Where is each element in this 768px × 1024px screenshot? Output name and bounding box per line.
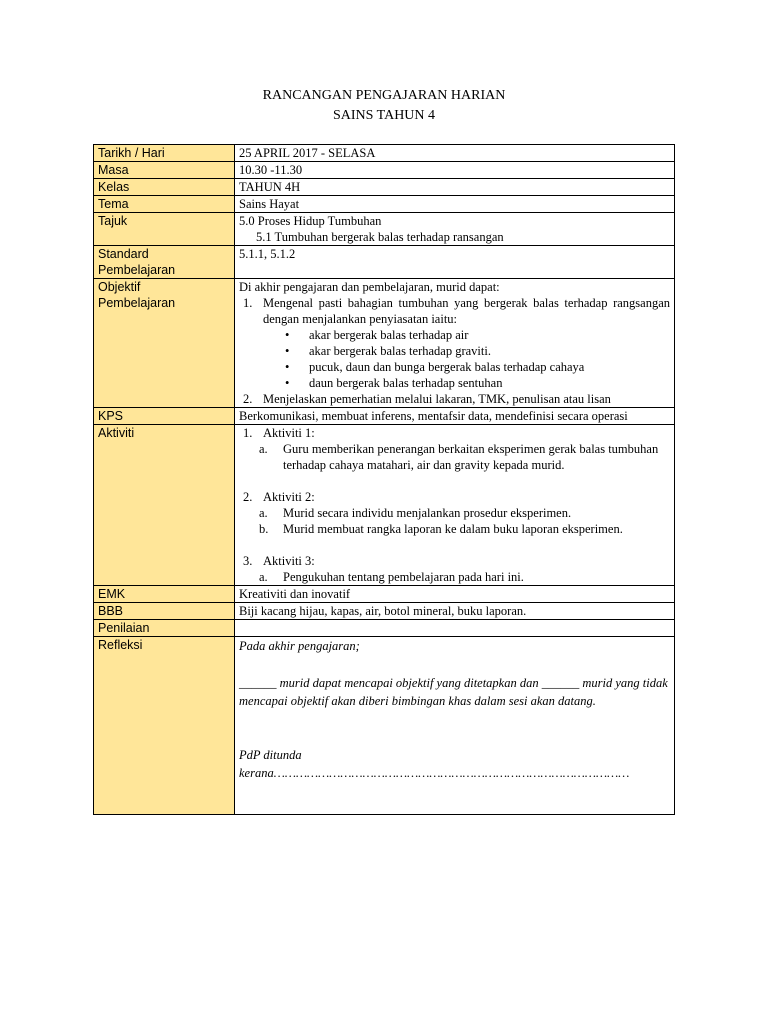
table-row — [94, 620, 675, 637]
row-label-tajuk: Tajuk — [94, 213, 235, 246]
list-text: Aktiviti 2: — [263, 490, 315, 504]
row-value-tajuk — [235, 213, 675, 246]
list-number: 2. — [243, 490, 253, 504]
objektif-list — [239, 295, 670, 407]
objektif-label-line1: Objektif — [98, 280, 141, 294]
refleksi-reason: kerana…………………………………………………………………………………… — [239, 766, 630, 780]
aktiviti-group-title — [239, 553, 670, 569]
row-label-standard — [94, 246, 235, 279]
list-text: Menjelaskan pemerhatian melalui lakaran, TMK, penulisan atau lisan — [263, 392, 611, 406]
table-row — [94, 179, 675, 196]
list-text: Murid membuat rangka laporan ke dalam buku laporan eksperimen. — [283, 522, 623, 536]
list-letter: a. — [259, 506, 268, 520]
aktiviti-group-title — [239, 489, 670, 505]
row-label-emk: EMK — [94, 586, 235, 603]
bullet-icon: • — [285, 328, 290, 342]
list-letter: a. — [259, 570, 268, 584]
row-value-aktiviti — [235, 425, 675, 586]
bullet-text: akar bergerak balas terhadap air — [309, 328, 469, 342]
list-number: 1. — [243, 296, 253, 310]
list-text: Aktiviti 1: — [263, 426, 315, 440]
bullet-icon: • — [285, 344, 290, 358]
row-label-masa: Masa — [94, 162, 235, 179]
row-value-masa: 10.30 -11.30 — [235, 162, 675, 179]
row-label-aktiviti: Aktiviti — [94, 425, 235, 586]
list-item — [239, 505, 670, 521]
objektif-intro: Di akhir pengajaran dan pembelajaran, murid dapat: — [239, 280, 500, 294]
list-item — [239, 375, 670, 391]
row-value-kelas: TAHUN 4H — [235, 179, 675, 196]
standard-label-line1: Standard — [98, 247, 149, 261]
tajuk-sub: 5.1 Tumbuhan bergerak balas terhadap ransangan — [256, 230, 504, 244]
table-row — [94, 196, 675, 213]
bullet-icon: • — [285, 360, 290, 374]
refleksi-statement: ______ murid dapat mencapai objektif yang ditetapkan dan ______ murid yang tidak mencapai objektif akan diberi bimbingan khas dalam sesi akan datang. — [239, 676, 668, 708]
table-row — [94, 162, 675, 179]
aktiviti-group-title — [239, 425, 670, 441]
table-row — [94, 637, 675, 815]
row-label-tarikh: Tarikh / Hari — [94, 145, 235, 162]
list-text: Aktiviti 3: — [263, 554, 315, 568]
bullet-text: pucuk, daun dan bunga bergerak balas terhadap cahaya — [309, 360, 585, 374]
row-value-tarikh: 25 APRIL 2017 - SELASA — [235, 145, 675, 162]
bullet-text: daun bergerak balas terhadap sentuhan — [309, 376, 503, 390]
list-number: 3. — [243, 554, 253, 568]
row-value-objektif — [235, 279, 675, 408]
table-row — [94, 603, 675, 620]
list-text: Murid secara individu menjalankan prosedur eksperimen. — [283, 506, 572, 520]
bullet-list — [239, 327, 670, 391]
row-label-bbb: BBB — [94, 603, 235, 620]
list-item — [239, 343, 670, 359]
row-label-kps: KPS — [94, 408, 235, 425]
list-text: Pengukuhan tentang pembelajaran pada hari ini. — [283, 570, 524, 584]
tajuk-main: 5.0 Proses Hidup Tumbuhan — [239, 214, 382, 228]
table-row — [94, 586, 675, 603]
list-item — [239, 441, 670, 473]
list-text: Mengenal pasti bahagian tumbuhan yang bergerak balas terhadap rangsangan dengan menjalankan penyiasatan iaitu: — [263, 296, 670, 326]
objektif-label-line2: Pembelajaran — [98, 296, 176, 310]
list-text: Guru memberikan penerangan berkaitan eksperimen gerak balas tumbuhan terhadap cahaya matahari, air dan gravity kepada murid. — [283, 442, 659, 472]
list-item — [239, 569, 670, 585]
row-label-refleksi: Refleksi — [94, 637, 235, 815]
table-row — [94, 145, 675, 162]
bullet-text: akar bergerak balas terhadap graviti. — [309, 344, 491, 358]
table-row — [94, 279, 675, 408]
row-value-tema: Sains Hayat — [235, 196, 675, 213]
table-row — [94, 408, 675, 425]
table-row — [94, 246, 675, 279]
list-number: 1. — [243, 426, 253, 440]
row-label-objektif — [94, 279, 235, 408]
list-item — [239, 391, 670, 407]
row-value-refleksi — [235, 637, 675, 815]
list-letter: b. — [259, 522, 269, 536]
document-title: RANCANGAN PENGAJARAN HARIAN — [262, 88, 506, 103]
row-label-kelas: Kelas — [94, 179, 235, 196]
refleksi-deferred: PdP ditunda — [239, 748, 302, 762]
document-subtitle: SAINS TAHUN 4 — [332, 108, 436, 123]
list-letter: a. — [259, 442, 268, 456]
row-value-emk: Kreativiti dan inovatif — [235, 586, 675, 603]
row-value-bbb: Biji kacang hijau, kapas, air, botol mineral, buku laporan. — [235, 603, 675, 620]
row-label-tema: Tema — [94, 196, 235, 213]
row-value-standard: 5.1.1, 5.1.2 — [235, 246, 675, 279]
table-row — [94, 213, 675, 246]
standard-label-line2: Pembelajaran — [98, 263, 176, 277]
row-value-kps: Berkomunikasi, membuat inferens, mentafsir data, mendefinisi secara operasi — [235, 408, 675, 425]
lesson-plan-table — [93, 144, 675, 815]
list-item — [239, 327, 670, 343]
list-item — [239, 359, 670, 375]
list-number: 2. — [243, 392, 253, 406]
row-label-penilaian: Penilaian — [94, 620, 235, 637]
list-item — [239, 521, 670, 537]
list-item — [239, 295, 670, 391]
row-value-penilaian — [235, 620, 675, 637]
bullet-icon: • — [285, 376, 290, 390]
refleksi-intro: Pada akhir pengajaran; — [239, 639, 360, 653]
table-row — [94, 425, 675, 586]
